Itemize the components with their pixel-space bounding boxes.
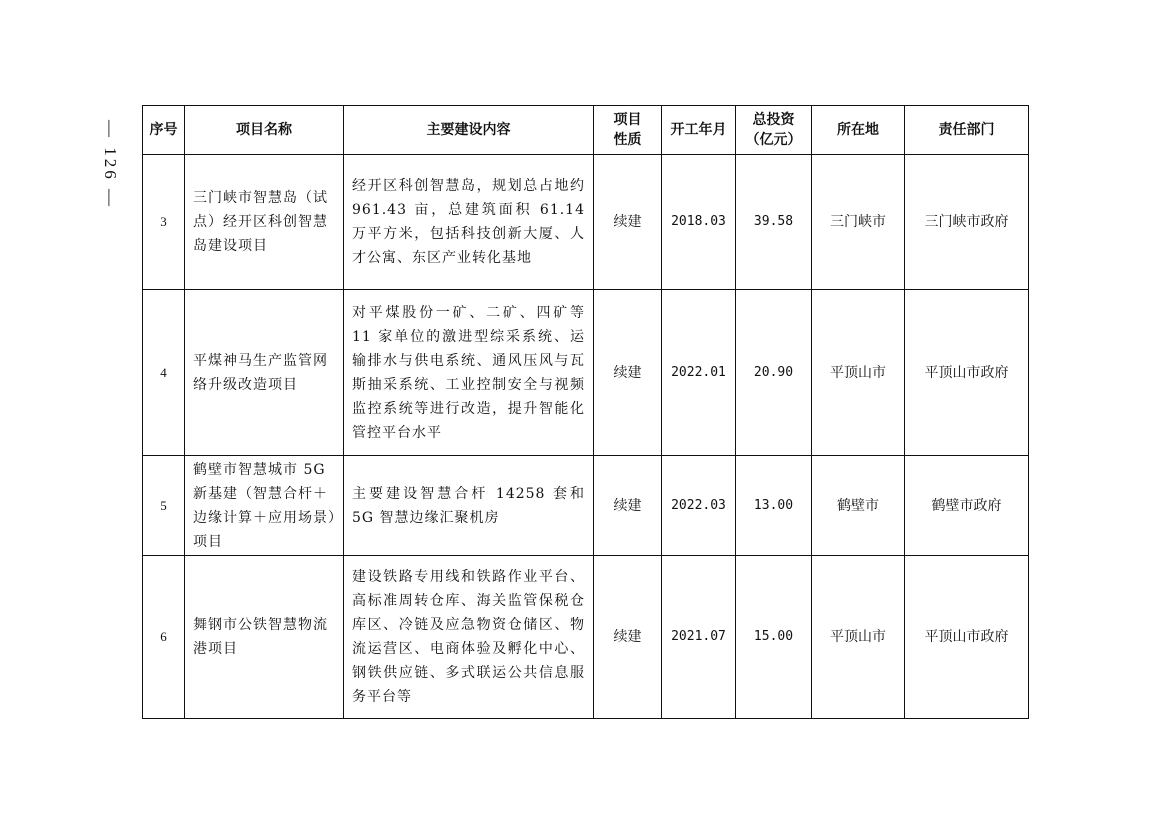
cell-dept: 鹤壁市政府 <box>905 456 1029 556</box>
header-dept: 责任部门 <box>905 106 1029 155</box>
cell-seq: 4 <box>143 290 185 456</box>
table-row <box>143 556 1029 719</box>
cell-start: 2021.07 <box>662 556 736 719</box>
header-start: 开工年月 <box>662 106 736 155</box>
cell-nature: 续建 <box>594 290 662 456</box>
header-seq: 序号 <box>143 106 185 155</box>
cell-name: 三门峡市智慧岛（试点）经开区科创智慧岛建设项目 <box>185 155 344 290</box>
cell-content: 经开区科创智慧岛，规划总占地约 961.43 亩，总建筑面积 61.14 万平方米，包括科技创新大厦、人才公寓、东区产业转化基地 <box>344 155 594 290</box>
cell-seq: 5 <box>143 456 185 556</box>
cell-invest: 20.90 <box>736 290 812 456</box>
table-row <box>143 155 1029 290</box>
cell-location: 三门峡市 <box>812 155 905 290</box>
cell-nature: 续建 <box>594 456 662 556</box>
cell-seq: 6 <box>143 556 185 719</box>
cell-invest: 39.58 <box>736 155 812 290</box>
table-header-row <box>143 106 1029 155</box>
cell-dept: 三门峡市政府 <box>905 155 1029 290</box>
header-invest <box>736 106 812 155</box>
cell-content: 主要建设智慧合杆 14258 套和 5G 智慧边缘汇聚机房 <box>344 456 594 556</box>
cell-invest: 15.00 <box>736 556 812 719</box>
cell-start: 2018.03 <box>662 155 736 290</box>
cell-location: 鹤壁市 <box>812 456 905 556</box>
cell-content: 对平煤股份一矿、二矿、四矿等 11 家单位的激进型综采系统、运输排水与供电系统、通风压风与瓦斯抽采系统、工业控制安全与视频监控系统等进行改造，提升智能化管控平台水平 <box>344 290 594 456</box>
page-number: — 126 — <box>101 120 120 209</box>
cell-location: 平顶山市 <box>812 290 905 456</box>
cell-seq: 3 <box>143 155 185 290</box>
table-row <box>143 456 1029 556</box>
header-name: 项目名称 <box>185 106 344 155</box>
cell-start: 2022.03 <box>662 456 736 556</box>
header-content: 主要建设内容 <box>344 106 594 155</box>
header-nature <box>594 106 662 155</box>
cell-dept: 平顶山市政府 <box>905 556 1029 719</box>
header-invest-text: 总投资（亿元） <box>745 112 802 148</box>
cell-dept: 平顶山市政府 <box>905 290 1029 456</box>
cell-nature: 续建 <box>594 556 662 719</box>
project-table <box>142 105 1029 719</box>
cell-name: 舞钢市公铁智慧物流港项目 <box>185 556 344 719</box>
header-location: 所在地 <box>812 106 905 155</box>
cell-nature: 续建 <box>594 155 662 290</box>
header-nature-text: 项目性质 <box>613 112 642 148</box>
cell-location: 平顶山市 <box>812 556 905 719</box>
cell-invest: 13.00 <box>736 456 812 556</box>
cell-name: 鹤壁市智慧城市 5G 新基建（智慧合杆＋边缘计算＋应用场景）项目 <box>185 456 344 556</box>
cell-name: 平煤神马生产监管网络升级改造项目 <box>185 290 344 456</box>
cell-content: 建设铁路专用线和铁路作业平台、高标准周转仓库、海关监管保税仓库区、冷链及应急物资仓储区、物流运营区、电商体验及孵化中心、钢铁供应链、多式联运公共信息服务平台等 <box>344 556 594 719</box>
table-row <box>143 290 1029 456</box>
cell-start: 2022.01 <box>662 290 736 456</box>
